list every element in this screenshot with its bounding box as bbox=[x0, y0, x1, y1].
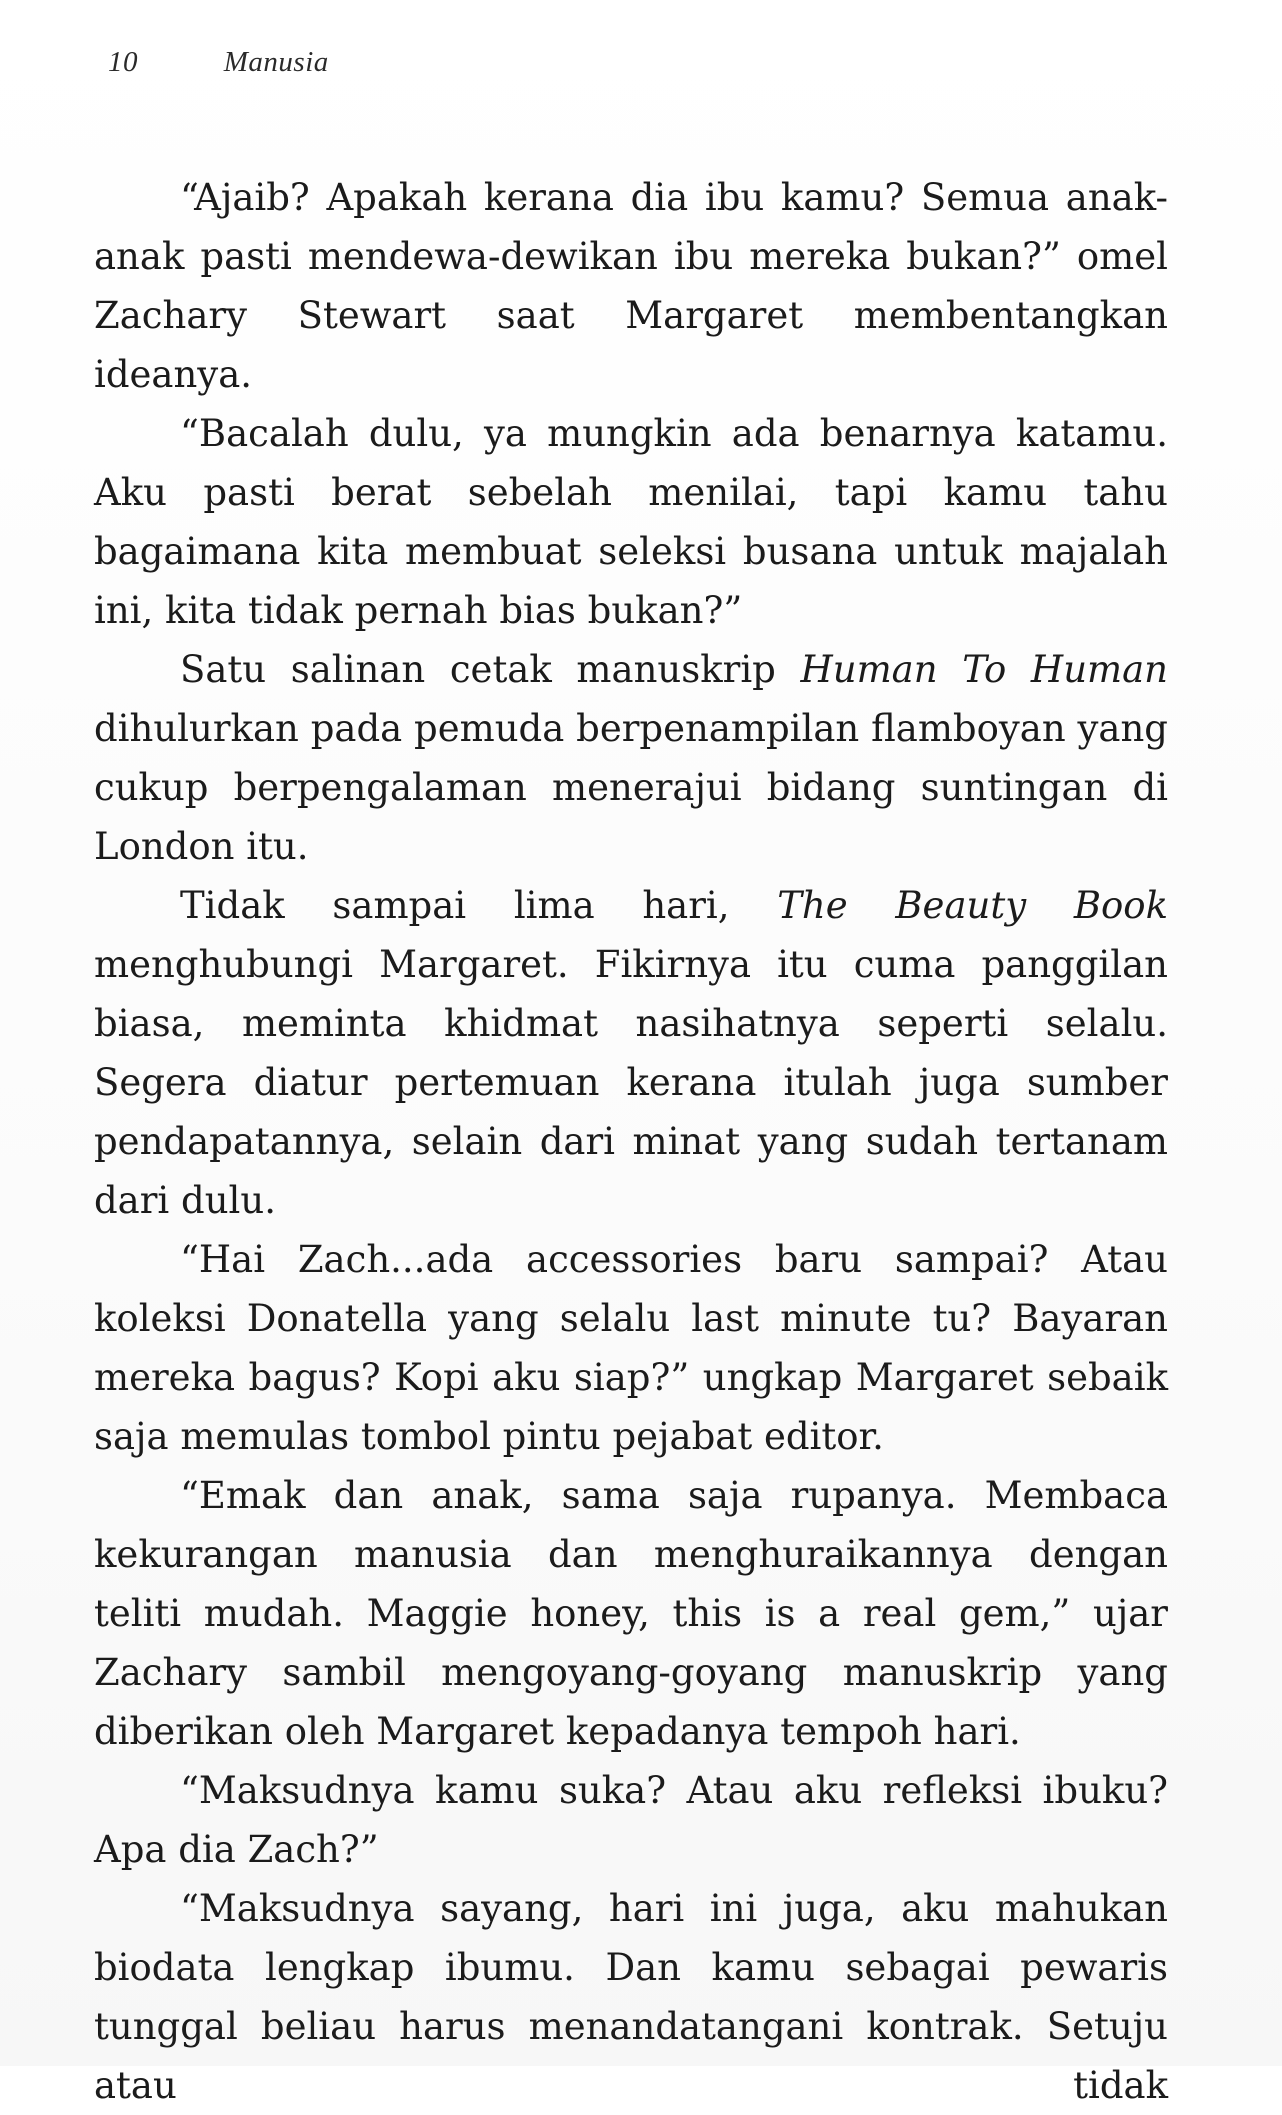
magazine-title-the-beauty-book: The Beauty Book bbox=[777, 884, 1168, 927]
body-text bbox=[94, 168, 1168, 2115]
paragraph-8: “Maksudnya sayang, hari ini juga, aku mahukan biodata lengkap ibumu. Dan kamu sebagai pewaris tunggal beliau harus menandatangani kontrak. Setuju atau tidak bbox=[94, 1887, 1168, 2107]
paragraph-3-lead: Satu salinan cetak manuskrip bbox=[180, 648, 801, 691]
paragraph-7: “Maksudnya kamu suka? Atau aku refleksi ibuku? Apa dia Zach?” bbox=[94, 1769, 1168, 1871]
paragraph-3-rest: dihulurkan pada pemuda berpenampilan flamboyan yang cukup berpengalaman menerajui bidang suntingan di London itu. bbox=[94, 707, 1168, 868]
paragraph-1: “Ajaib? Apakah kerana dia ibu kamu? Semua anak-anak pasti mendewa-dewikan ibu mereka bukan?” omel Zachary Stewart saat Margaret membentangkan ideanya. bbox=[94, 176, 1168, 396]
paragraph-4 bbox=[94, 876, 1168, 1230]
book-title-human-to-human: Human To Human bbox=[800, 648, 1169, 691]
paragraph-4-rest: menghubungi Margaret. Fikirnya itu cuma panggilan biasa, meminta khidmat nasihatnya seperti selalu. Segera diatur pertemuan kerana itulah juga sumber pendapatannya, selain dari minat yang sudah tertanam dari dulu. bbox=[94, 943, 1168, 1222]
paragraph-5: “Hai Zach...ada accessories baru sampai? Atau koleksi Donatella yang selalu last minute tu? Bayaran mereka bagus? Kopi aku siap?” ungkap Margaret sebaik saja memulas tombol pintu pejabat editor. bbox=[94, 1238, 1168, 1458]
running-head bbox=[108, 46, 329, 79]
paragraph-6: “Emak dan anak, sama saja rupanya. Membaca kekurangan manusia dan menghuraikannya dengan teliti mudah. Maggie honey, this is a real gem,” ujar Zachary sambil mengoyang-goyang manuskrip yang diberikan oleh Margaret kepadanya tempoh hari. bbox=[94, 1474, 1168, 1753]
running-title: Manusia bbox=[223, 46, 329, 78]
paragraph-3 bbox=[94, 640, 1168, 876]
page-number: 10 bbox=[108, 46, 138, 78]
paragraph-2: “Bacalah dulu, ya mungkin ada benarnya katamu. Aku pasti berat sebelah menilai, tapi kamu tahu bagaimana kita membuat seleksi busana untuk majalah ini, kita tidak pernah bias bukan?” bbox=[94, 412, 1168, 632]
paragraph-4-lead: Tidak sampai lima hari, bbox=[180, 884, 778, 927]
